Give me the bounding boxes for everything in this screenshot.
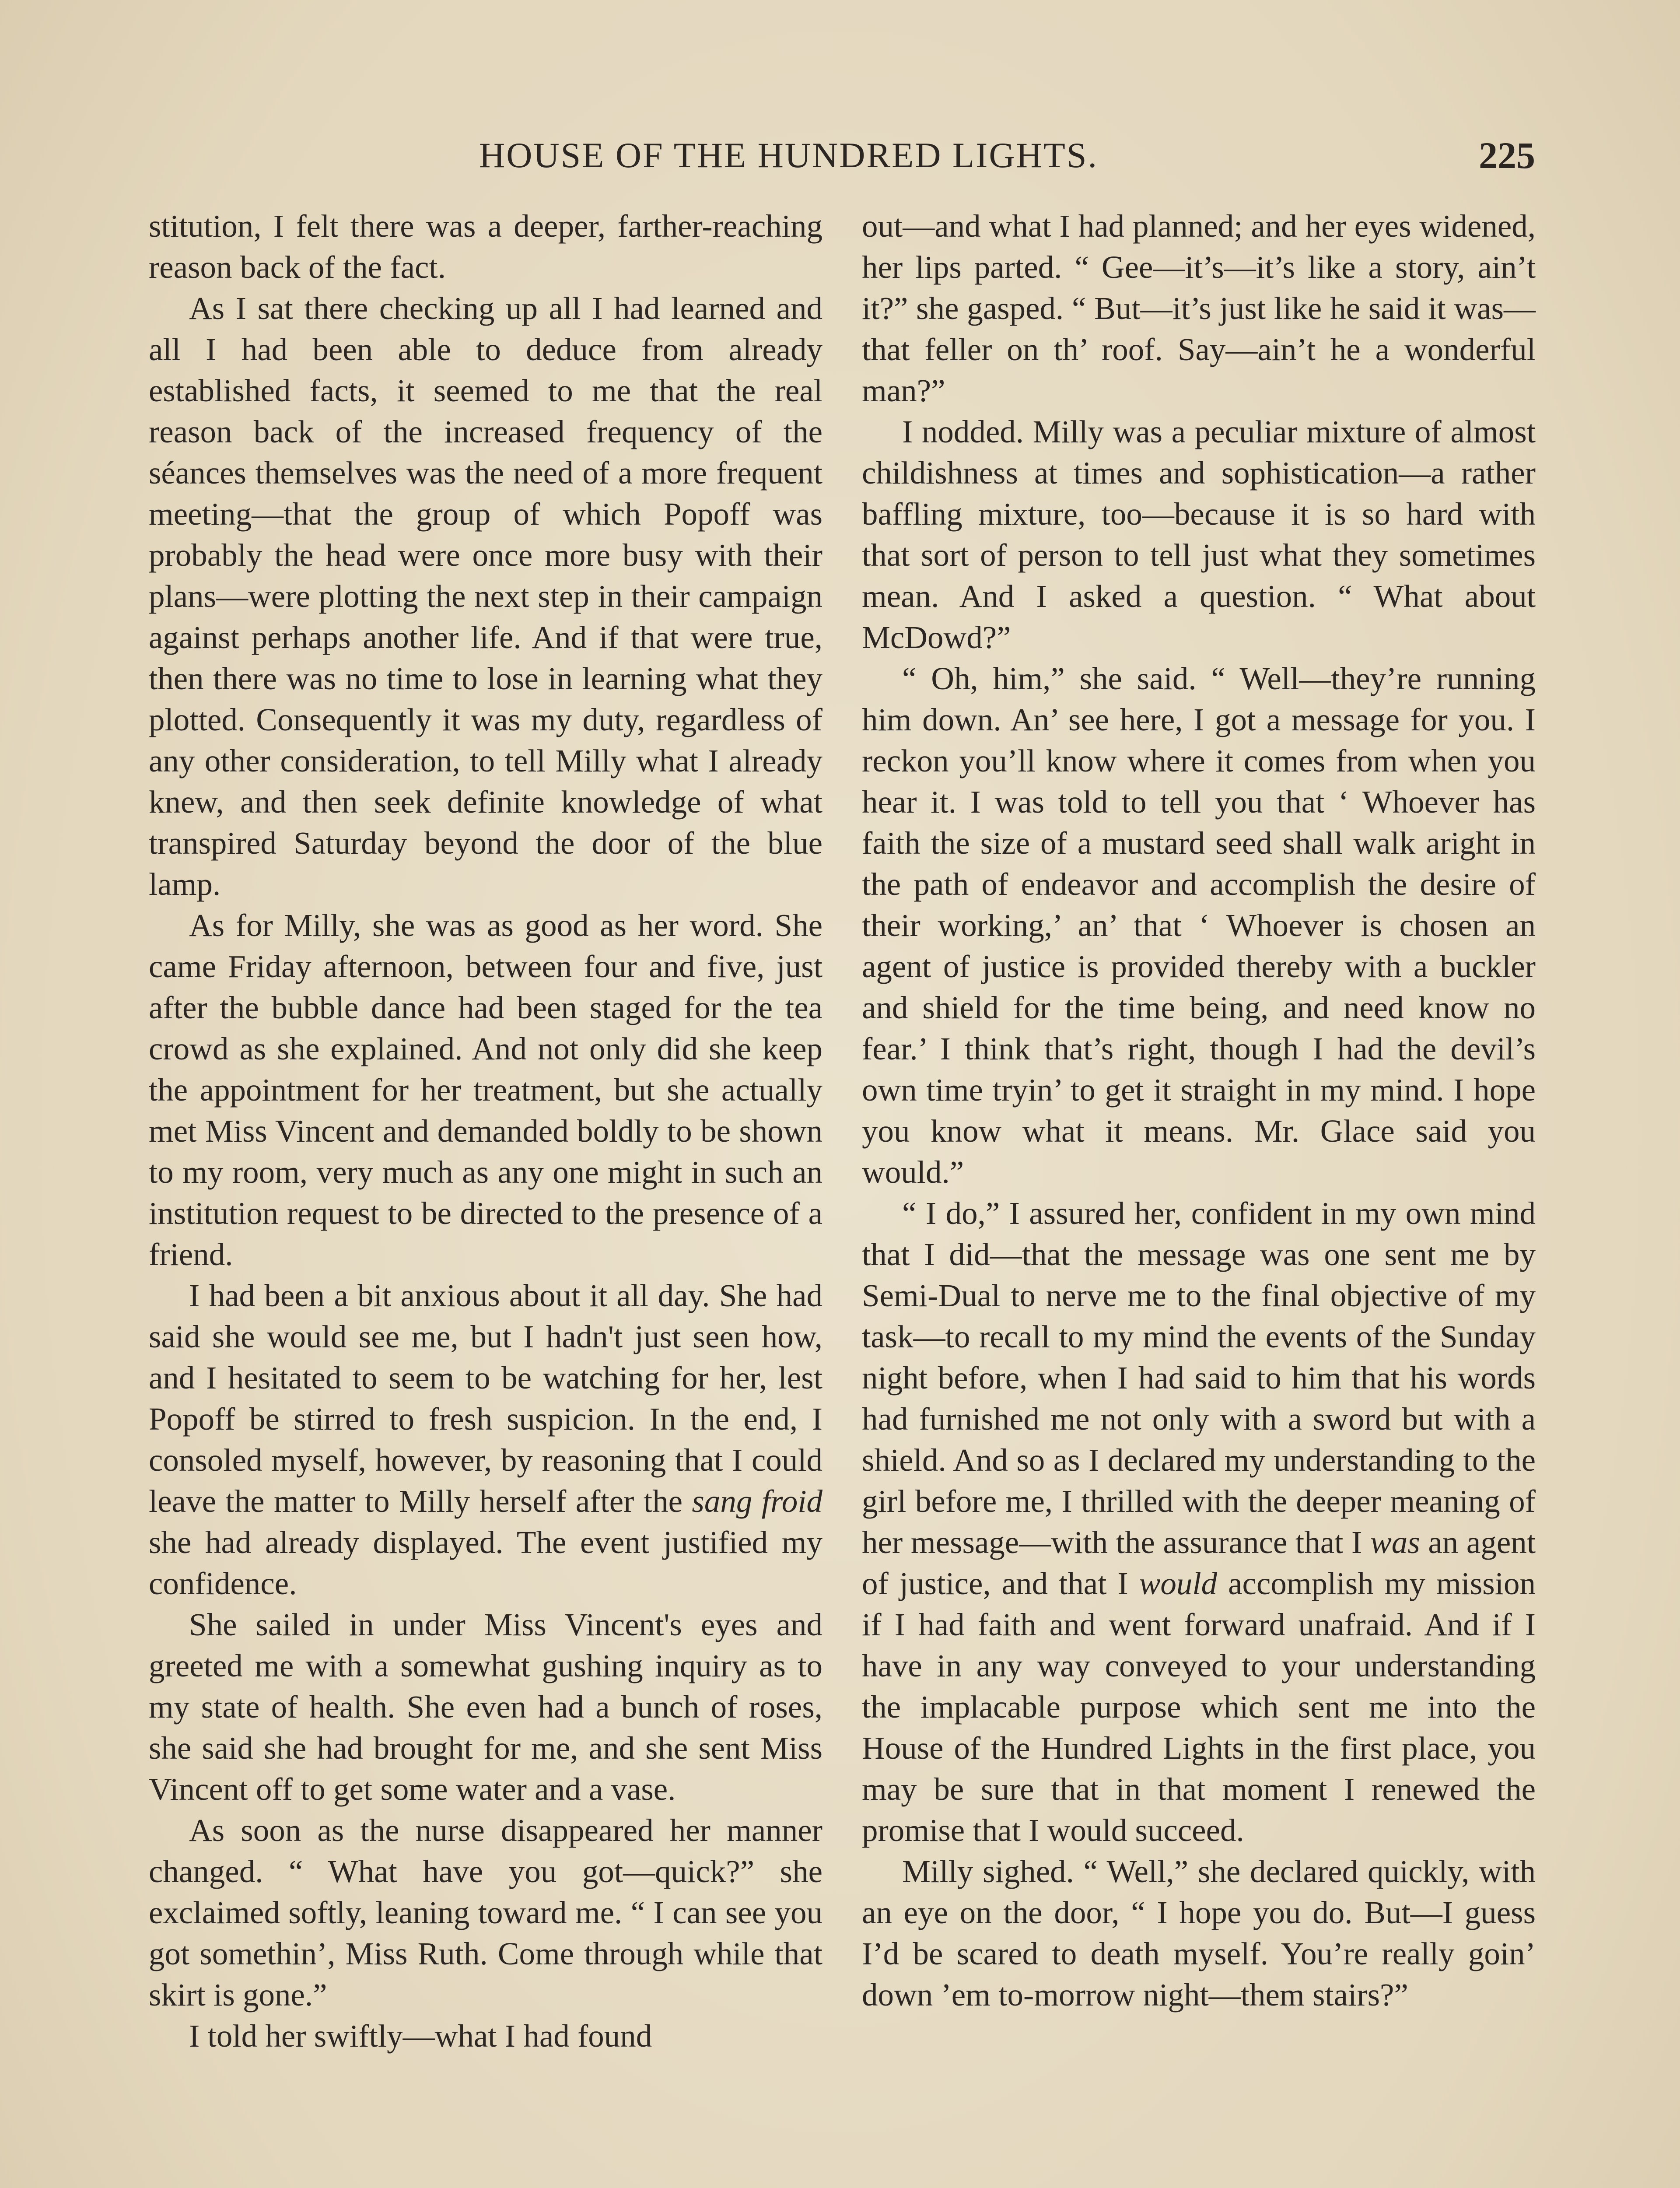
italic-phrase: sang froid (692, 1483, 823, 1519)
paragraph: stitution, I felt there was a deeper, farther-reaching reason back of the fact. (149, 208, 822, 285)
italic-word: would (1139, 1566, 1218, 1601)
paragraph: As I sat there checking up all I had learned and all I had been able to deduce from already established facts, it seemed to me that the real reason back of the increased frequency of the séances themselves was the need of a more frequent meeting—that the group of which Popoff was probably the head were once more busy with their plans—were plotting the next step in their campaign against perhaps another life. And if that were true, then there was no time to lose in learning what they plotted. Consequently it was my duty, regardless of any other consideration, to tell Milly what I already knew, and then seek definite knowledge of what transpired Saturday beyond the door of the blue lamp. (149, 291, 822, 902)
paragraph: She sailed in under Miss Vincent's eyes and greeted me with a somewhat gushing inquiry as to my state of health. She even had a bunch of roses, she said she had brought for me, and she sent Miss Vincent off to get some water and a vase. (149, 1607, 822, 1807)
paragraph: “ Oh, him,” she said. “ Well—they’re running him down. An’ see here, I got a message for you. I reckon you’ll know where it comes from when you hear it. I was told to tell you that ‘ Whoever has faith the size of a mustard seed shall walk aright in the path of endeavor and accomplish the desire of their working,’ an’ that ‘ Whoever is chosen an agent of justice is provided thereby with a buckler and shield for the time being, and need know no fear.’ I think that’s right, though I had the devil’s own time tryin’ to get it straight in my mind. I hope you know what it means. Mr. Glace said you would.” (862, 661, 1536, 1190)
text-run: “ I do,” I assured her, confident in my own mind that I did—that the message was one sent me by Semi-Dual to nerve me to the final objective of my task—to recall to my mind the events of the Sunday night before, when I had said to him that his words had furnished me not only with a sword but with a shield. And so as I declared my understanding to the girl before me, I thrilled with the deeper meaning of her message—with the assurance that I (862, 1196, 1536, 1560)
paragraph (862, 1193, 1536, 1851)
paragraph: I told her swiftly—what I had found (189, 2018, 652, 2054)
text-run: I had been a bit anxious about it all day. She had said she would see me, but I hadn't just seen how, and I hesitated to seem to be watching for her, lest Popoff be stirred to fresh suspicion. In the end, I consoled myself, however, by reasoning that I could leave the matter to Milly herself after the (149, 1278, 822, 1519)
paragraph: Milly sighed. “ Well,” she declared quickly, with an eye on the door, “ I hope you do. But—I guess I’d be scared to death myself. You’re really goin’ down ’em to-morrow night—them stairs?” (862, 1854, 1536, 2013)
paragraph (149, 1275, 822, 1604)
text-run: she had already displayed. The event justified my confidence. (149, 1525, 822, 1601)
right-column (862, 206, 1536, 2016)
running-title: HOUSE OF THE HUNDRED LIGHTS. (479, 135, 1098, 175)
page-header (0, 127, 1680, 184)
text-run: accomplish my mission if I had faith and went forward unafraid. And if I have in any way conveyed to your understanding the implacable purpose which sent me into the House of the Hundred Lights in the first place, you may be sure that in that moment I renewed the promise that I would succeed. (862, 1566, 1536, 1848)
paragraph: As soon as the nurse disappeared her manner changed. “ What have you got—quick?” she exclaimed softly, leaning toward me. “ I can see you got somethin’, Miss Ruth. Come through while that skirt is gone.” (149, 1813, 822, 2013)
left-column (149, 206, 822, 2057)
italic-word: was (1370, 1525, 1420, 1560)
paragraph: As for Milly, she was as good as her word. She came Friday afternoon, between four and five, just after the bubble dance had been staged for the tea crowd as she explained. And not only did she keep the appointment for her treatment, but she actually met Miss Vincent and demanded boldly to be shown to my room, very much as any one might in such an institution request to be directed to the presence of a friend. (149, 908, 822, 1272)
text-run: an agent of justice, and that I (862, 1525, 1536, 1601)
paragraph: I nodded. Milly was a peculiar mixture of almost childishness at times and sophistication—a rather baffling mixture, too—because it is so hard with that sort of person to tell just what they sometimes mean. And I asked a question. “ What about McDowd?” (862, 414, 1536, 655)
page-number: 225 (1479, 134, 1535, 176)
paragraph: out—and what I had planned; and her eyes widened, her lips parted. “ Gee—it’s—it’s like a story, ain’t it?” she gasped. “ But—it’s just like he said it was—that feller on th’ roof. Say—ain’t he a wonderful man?” (862, 208, 1536, 408)
